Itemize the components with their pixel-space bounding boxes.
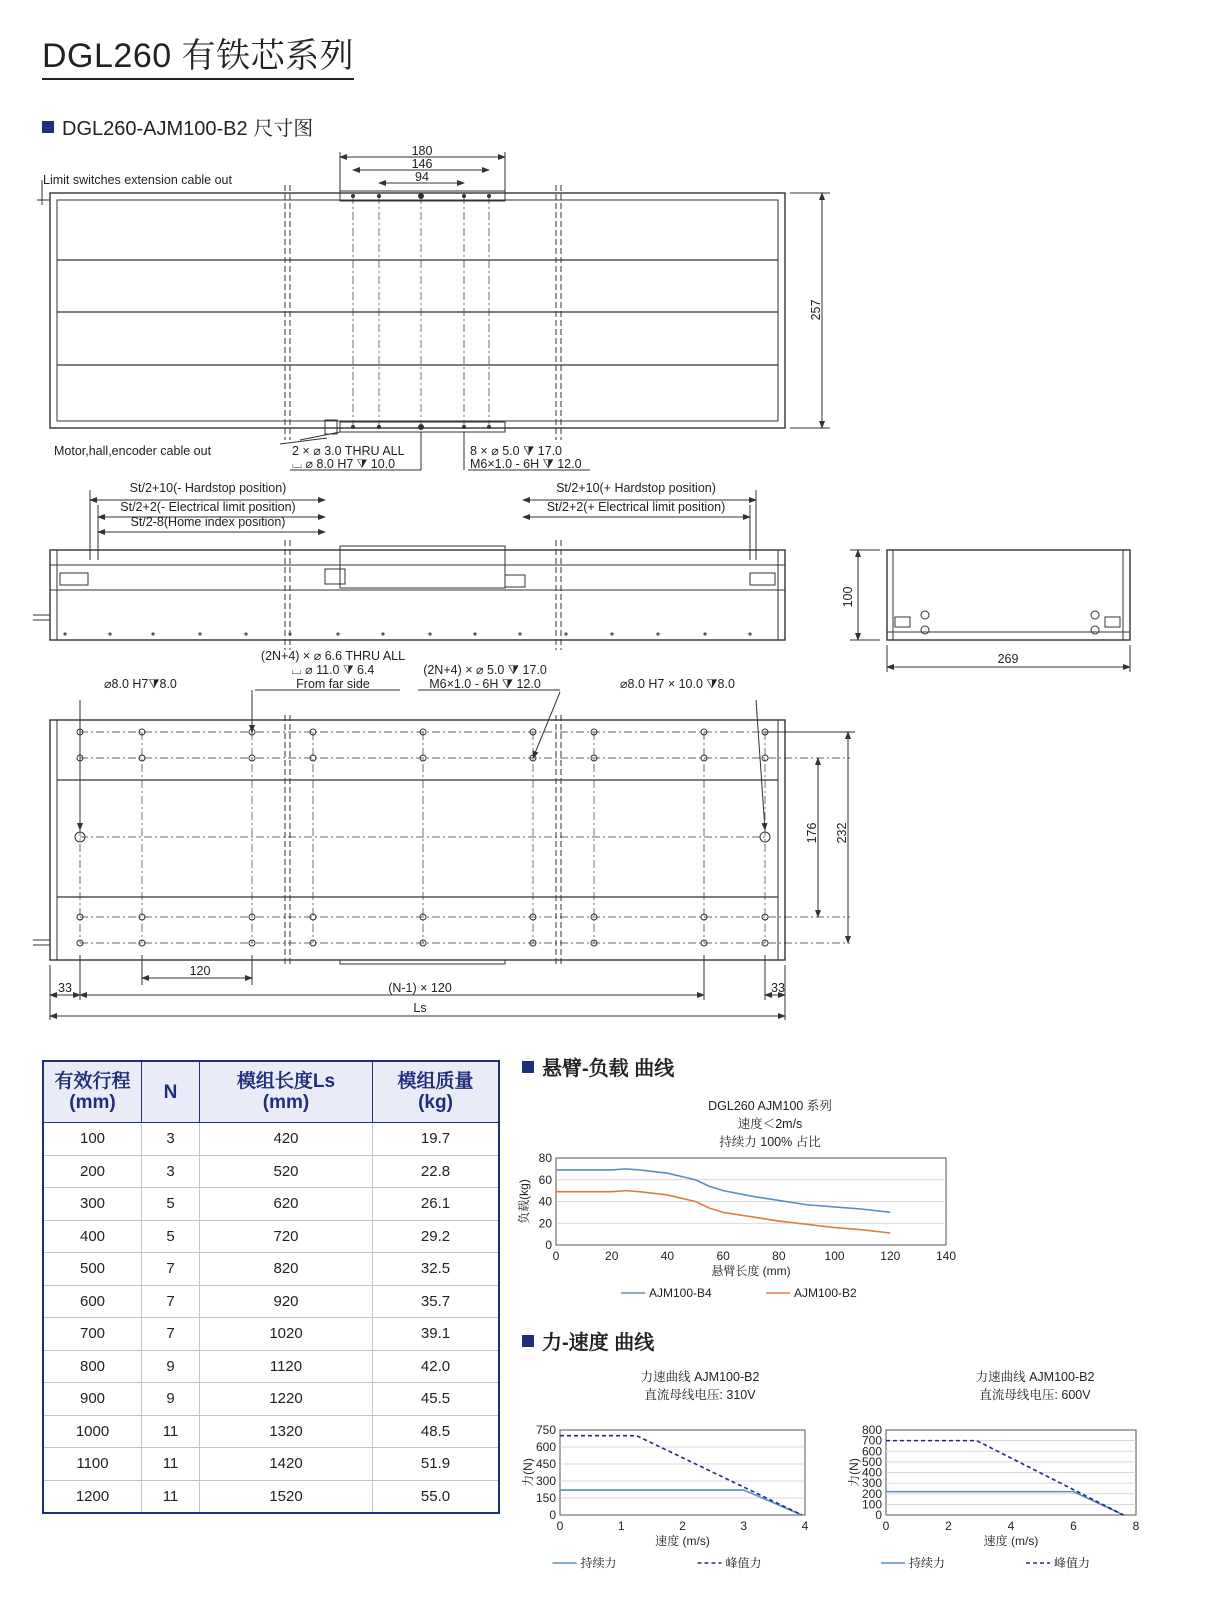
y-tick-label: 600 [861, 1444, 882, 1459]
table-cell: 1520 [200, 1480, 373, 1513]
table-cell: 7 [142, 1253, 200, 1286]
x-tick-label: 0 [552, 1249, 560, 1263]
chart1-title-block [620, 1097, 920, 1151]
force-heading: 力-速度 曲线 [522, 1326, 654, 1355]
legend-label: AJM100-B4 [649, 1286, 712, 1300]
table-cell: 600 [43, 1285, 142, 1318]
dim-180: 180 [411, 144, 433, 158]
dim-94: 94 [415, 170, 429, 184]
table-row [43, 1220, 499, 1253]
table-cell: 11 [142, 1415, 200, 1448]
table-cell: 3 [142, 1123, 200, 1156]
table-cell: 11 [142, 1480, 200, 1513]
table-cell: 9 [142, 1383, 200, 1416]
table-cell: 1000 [43, 1415, 142, 1448]
legend-label: AJM100-B2 [794, 1286, 857, 1300]
y-tick-label: 300 [861, 1476, 882, 1491]
y-tick-label: 500 [861, 1454, 882, 1469]
table-cell: 11 [142, 1448, 200, 1481]
dim-n: (N-1) × 120 [388, 981, 452, 995]
table-row [43, 1253, 499, 1286]
table-row [43, 1448, 499, 1481]
drawing-heading [42, 112, 313, 141]
header-mass: 模组质量 (kg) [373, 1061, 500, 1123]
table-row [43, 1188, 499, 1221]
x-tick-label: 8 [1132, 1519, 1140, 1533]
elec-pos: St/2+2(+ Electrical limit position) [546, 500, 726, 514]
table-cell: 920 [200, 1285, 373, 1318]
y-tick-label: 300 [535, 1474, 556, 1488]
square-bullet-icon [522, 1061, 534, 1073]
cantilever-heading: 悬臂-负载 曲线 [522, 1052, 674, 1081]
x-tick-label: 4 [1007, 1519, 1015, 1533]
table-cell: 100 [43, 1123, 142, 1156]
y-tick-label: 700 [861, 1433, 882, 1448]
dim-269: 269 [997, 652, 1019, 666]
y-axis-label: 负载(kg) [517, 1179, 531, 1224]
table-cell: 820 [200, 1253, 373, 1286]
dim-100: 100 [841, 586, 855, 608]
table-row [43, 1155, 499, 1188]
x-axis-label: 速度 (m/s) [983, 1534, 1039, 1548]
chart3-subtitle: 直流母线电压: 600V [979, 1388, 1091, 1402]
page-title: DGL260 有铁芯系列 [42, 36, 354, 80]
y-tick-label: 150 [535, 1491, 556, 1505]
table-cell: 1100 [43, 1448, 142, 1481]
y-tick-label: 0 [545, 1238, 552, 1252]
table-cell: 420 [200, 1123, 373, 1156]
series-line [886, 1492, 1124, 1515]
hard-neg: St/2+10(- Hardstop position) [129, 481, 287, 495]
rail-hole [63, 632, 66, 635]
x-tick-label: 6 [1070, 1519, 1077, 1533]
table-cell: 500 [43, 1253, 142, 1286]
x-tick-label: 2 [945, 1519, 952, 1533]
table-row [43, 1415, 499, 1448]
x-tick-label: 2 [679, 1519, 686, 1533]
x-tick-label: 0 [882, 1519, 890, 1533]
table-cell: 42.0 [373, 1350, 500, 1383]
force-speed-chart-600v [847, 1400, 1190, 1600]
bot-hole2-a: (2N+4) × ⌀ 5.0 ⧩ 17.0 [423, 663, 547, 677]
table-cell: 9 [142, 1350, 200, 1383]
pin-left: ⌀8.0 H7⧩8.0 [104, 677, 177, 691]
table-cell: 720 [200, 1220, 373, 1253]
table-cell: 400 [43, 1220, 142, 1253]
series-line [556, 1169, 890, 1213]
chart1-subtitle-2: 持续力 100% 占比 [719, 1135, 821, 1149]
dimension-drawing [0, 140, 1220, 1020]
y-tick-label: 0 [875, 1508, 882, 1522]
legend-label: 持续力 [580, 1556, 617, 1570]
table-cell: 1120 [200, 1350, 373, 1383]
series-line [560, 1436, 802, 1515]
series-line [556, 1191, 890, 1233]
square-bullet-icon [522, 1335, 534, 1347]
bot-hole-b: ⌴ ⌀ 11.0 ⧩ 6.4 [291, 663, 375, 677]
header-stroke: 有效行程 (mm) [43, 1061, 142, 1123]
legend-label: 峰值力 [725, 1556, 762, 1570]
series-line [886, 1441, 1124, 1515]
hole2-b: M6×1.0 - 6H ⧩ 12.0 [470, 457, 582, 471]
square-bullet-icon [42, 121, 54, 133]
dim-ls: Ls [413, 1001, 427, 1015]
table-cell: 19.7 [373, 1123, 500, 1156]
y-tick-label: 750 [535, 1423, 556, 1437]
y-tick-label: 400 [861, 1465, 882, 1480]
motor-cable-label: Motor,hall,encoder cable out [54, 444, 212, 458]
rail-hole [428, 632, 431, 635]
table-cell: 800 [43, 1350, 142, 1383]
force-speed-chart-310v [520, 1400, 850, 1600]
x-tick-label: 100 [824, 1249, 845, 1263]
table-cell: 1420 [200, 1448, 373, 1481]
table-cell: 35.7 [373, 1285, 500, 1318]
limit-cable-label: Limit switches extension cable out [43, 173, 232, 187]
x-tick-label: 80 [772, 1249, 786, 1263]
rail-hole [518, 632, 521, 635]
rail-hole [564, 632, 567, 635]
table-cell: 45.5 [373, 1383, 500, 1416]
table-cell: 51.9 [373, 1448, 500, 1481]
table-cell: 1200 [43, 1480, 142, 1513]
x-tick-label: 1 [617, 1519, 625, 1533]
y-tick-label: 0 [549, 1508, 556, 1522]
table-cell: 1320 [200, 1415, 373, 1448]
x-axis-label: 悬臂长度 (mm) [711, 1264, 791, 1278]
table-cell: 5 [142, 1188, 200, 1221]
dim-176: 176 [805, 822, 819, 844]
y-tick-label: 60 [538, 1172, 552, 1187]
table-row [43, 1123, 499, 1156]
table-cell: 55.0 [373, 1480, 500, 1513]
rail-hole [656, 632, 659, 635]
x-tick-label: 120 [880, 1249, 901, 1263]
rail-hole [151, 632, 154, 635]
x-axis-label: 速度 (m/s) [655, 1534, 710, 1548]
table-row [43, 1480, 499, 1513]
rail-hole [703, 632, 706, 635]
y-tick-label: 800 [861, 1423, 882, 1437]
x-tick-label: 40 [660, 1249, 675, 1263]
x-tick-label: 20 [605, 1249, 619, 1263]
y-axis-label: 力(N) [847, 1458, 861, 1487]
legend-label: 持续力 [909, 1556, 946, 1570]
table-cell: 900 [43, 1383, 142, 1416]
dim-33-left: 33 [58, 981, 72, 995]
rail-hole [610, 632, 613, 635]
table-cell: 620 [200, 1188, 373, 1221]
header-n: N [142, 1061, 200, 1123]
rail-hole [336, 632, 339, 635]
rail-hole [748, 632, 751, 635]
table-cell: 1020 [200, 1318, 373, 1351]
table-cell: 29.2 [373, 1220, 500, 1253]
y-tick-label: 600 [535, 1440, 556, 1454]
y-tick-label: 450 [535, 1457, 556, 1471]
table-cell: 22.8 [373, 1155, 500, 1188]
table-cell: 26.1 [373, 1188, 500, 1221]
y-tick-label: 100 [861, 1497, 882, 1512]
table-cell: 39.1 [373, 1318, 500, 1351]
header-length: 模组长度Ls (mm) [200, 1061, 373, 1123]
table-cell: 32.5 [373, 1253, 500, 1286]
plot-frame [560, 1430, 805, 1515]
table-cell: 5 [142, 1220, 200, 1253]
table-header-row [43, 1061, 499, 1123]
hard-pos: St/2+10(+ Hardstop position) [556, 481, 716, 495]
dim-232: 232 [835, 822, 849, 844]
x-tick-label: 140 [935, 1249, 957, 1263]
table-row [43, 1318, 499, 1351]
rail-hole [108, 632, 111, 635]
chart1-subtitle-1: 速度＜2m/s [737, 1117, 803, 1131]
spec-table [42, 1060, 500, 1514]
home: St/2-8(Home index position) [130, 515, 286, 529]
dim-146: 146 [411, 157, 433, 171]
dim-120: 120 [189, 964, 211, 978]
chart1-title: DGL260 AJM100 系列 [708, 1099, 832, 1113]
bot-hole-c: From far side [296, 677, 370, 691]
table-cell: 200 [43, 1155, 142, 1188]
x-tick-label: 0 [556, 1519, 564, 1533]
rail-hole [473, 632, 476, 635]
rail-hole [288, 632, 291, 635]
drawing-title: DGL260-AJM100-B2 尺寸图 [62, 118, 314, 140]
hole1-a: 2 × ⌀ 3.0 THRU ALL [292, 444, 405, 458]
table-cell: 7 [142, 1285, 200, 1318]
chart2-title: 力速曲线 AJM100-B2 [640, 1370, 760, 1384]
y-tick-label: 20 [538, 1216, 552, 1231]
table-row [43, 1350, 499, 1383]
y-axis-label: 力(N) [521, 1458, 535, 1487]
legend-label: 峰值力 [1054, 1556, 1091, 1570]
chart2-subtitle: 直流母线电压: 310V [644, 1388, 756, 1402]
rail-hole [244, 632, 247, 635]
chart3-title-block [905, 1368, 1165, 1404]
table-row [43, 1285, 499, 1318]
table-row [43, 1383, 499, 1416]
x-tick-label: 60 [716, 1249, 730, 1263]
series-line [560, 1490, 802, 1515]
dim-33-right: 33 [771, 981, 785, 995]
rail-hole [381, 632, 384, 635]
pin-right: ⌀8.0 H7 × 10.0 ⧩8.0 [620, 677, 735, 691]
cantilever-chart [517, 1150, 1000, 1325]
x-tick-label: 3 [740, 1519, 748, 1533]
table-cell: 3 [142, 1155, 200, 1188]
table-cell: 1220 [200, 1383, 373, 1416]
table-cell: 7 [142, 1318, 200, 1351]
bot-hole-a: (2N+4) × ⌀ 6.6 THRU ALL [260, 649, 406, 663]
table-cell: 520 [200, 1155, 373, 1188]
hole2-a: 8 × ⌀ 5.0 ⧩ 17.0 [470, 444, 562, 458]
table-cell: 700 [43, 1318, 142, 1351]
y-tick-label: 80 [538, 1151, 552, 1165]
y-tick-label: 200 [861, 1486, 882, 1501]
bot-hole2-b: M6×1.0 - 6H ⧩ 12.0 [429, 677, 541, 691]
rail-hole [198, 632, 201, 635]
hole1-b: ⌴ ⌀ 8.0 H7 ⧩ 10.0 [292, 457, 396, 471]
x-tick-label: 4 [801, 1519, 809, 1533]
table-cell: 300 [43, 1188, 142, 1221]
chart2-title-block [570, 1368, 830, 1404]
table-cell: 48.5 [373, 1415, 500, 1448]
elec-neg: St/2+2(- Electrical limit position) [120, 500, 296, 514]
y-tick-label: 40 [538, 1194, 552, 1209]
chart3-title: 力速曲线 AJM100-B2 [975, 1370, 1095, 1384]
dim-257: 257 [809, 299, 823, 321]
